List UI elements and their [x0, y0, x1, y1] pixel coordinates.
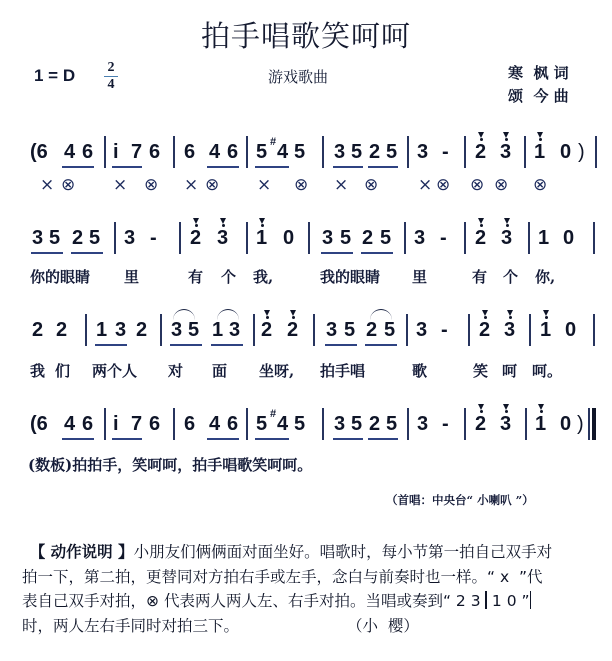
- note: i: [113, 141, 119, 163]
- note: 2: [479, 319, 491, 341]
- note: 5: [344, 319, 356, 341]
- lyric: 我: [30, 362, 46, 380]
- bar-line: [322, 136, 324, 168]
- note: 0: [560, 413, 572, 435]
- lyric: 拍手唱: [320, 362, 366, 380]
- lyric: 你,: [535, 268, 556, 286]
- clap-partner-icon: ⊗: [436, 175, 451, 195]
- note: 2: [287, 319, 299, 341]
- note: 1: [256, 227, 268, 249]
- composer-credit: 颂 今 曲: [508, 87, 569, 105]
- note: 2: [56, 319, 68, 341]
- note: 5: [256, 141, 268, 163]
- note: 3: [326, 319, 338, 341]
- note: -: [440, 227, 447, 249]
- lyric: 我,: [253, 268, 274, 286]
- note: 2: [475, 227, 487, 249]
- note: 5: [380, 227, 392, 249]
- underline: [112, 438, 142, 440]
- note: 5: [89, 227, 101, 249]
- clap-partner-icon: ⊗: [144, 175, 159, 195]
- underline: [207, 438, 239, 440]
- note: 3: [322, 227, 334, 249]
- score-line-4: [0, 408, 612, 474]
- note: 4: [64, 141, 76, 163]
- underline: [170, 344, 202, 346]
- lyric: 个: [221, 268, 237, 286]
- note: (6: [30, 413, 48, 435]
- note: 3: [416, 319, 428, 341]
- note: 3: [229, 319, 241, 341]
- clap-self-icon: ×: [40, 175, 55, 195]
- note: 5: [49, 227, 61, 249]
- clap-partner-icon: ⊗: [294, 175, 309, 195]
- instructions-line-2: 拍一下，第二拍，更替同对方拍右手或左手，念白与前奏时也一样。“ x ”代: [22, 567, 543, 586]
- lyric: 个: [503, 268, 519, 286]
- final-bar-line: [592, 408, 596, 440]
- note: 6: [227, 141, 239, 163]
- note: 7: [131, 413, 143, 435]
- note: 2: [32, 319, 44, 341]
- bar-line: [404, 222, 406, 254]
- instructions-label: 【 动作说明 】: [37, 543, 134, 561]
- note: 4: [209, 413, 221, 435]
- note: 2: [366, 319, 378, 341]
- lyric: 坐呀,: [259, 362, 295, 380]
- clap-self-icon: ×: [184, 175, 199, 195]
- meter-bottom: 4: [107, 77, 115, 92]
- note: 1: [212, 319, 224, 341]
- sharp-sign: #: [270, 136, 277, 148]
- bar-line: [173, 136, 175, 168]
- note: ): [578, 141, 585, 163]
- clap-self-icon: ×: [334, 175, 349, 195]
- bar-line: [406, 314, 408, 346]
- note: 1: [534, 141, 546, 163]
- note: 6: [227, 413, 239, 435]
- note: -: [442, 141, 449, 163]
- key-signature: 1 = D: [34, 66, 76, 85]
- bar-line: [593, 314, 595, 346]
- underline: [255, 166, 289, 168]
- note: 3: [414, 227, 426, 249]
- underline: [62, 438, 94, 440]
- bar-line: [407, 408, 409, 440]
- note: 6: [184, 141, 196, 163]
- note: 5: [351, 141, 363, 163]
- underline: [71, 252, 103, 254]
- clap-self-icon: ×: [113, 175, 128, 195]
- note: i: [113, 413, 119, 435]
- note: -: [150, 227, 157, 249]
- singer-credit: （首唱：中央台“ 小喇叭 ”）: [386, 493, 534, 507]
- bar-line: [524, 136, 526, 168]
- bar-line: [528, 222, 530, 254]
- bar-line: [530, 591, 532, 609]
- note: 5: [256, 413, 268, 435]
- sharp-sign: #: [270, 408, 277, 420]
- bar-line: [246, 222, 248, 254]
- instructions-text: 小朋友们俩俩面对面坐好。唱歌时，每小节第一拍自己双手对: [133, 543, 553, 561]
- lyric: 我的眼睛: [320, 268, 381, 286]
- bar-line: [246, 408, 248, 440]
- note: 1: [540, 319, 552, 341]
- lyric: 呵: [502, 362, 518, 380]
- bar-line: [464, 136, 466, 168]
- spoken-verse: (数板)拍拍手，笑呵呵，拍手唱歌笑呵呵。: [28, 456, 313, 474]
- bar-line: [464, 408, 466, 440]
- clap-partner-icon: ⊗: [146, 592, 160, 610]
- instructions-line-3: [22, 589, 597, 614]
- note: 2: [261, 319, 273, 341]
- clap-self-icon: ×: [418, 175, 433, 195]
- underline: [368, 166, 398, 168]
- meter-top: 2: [107, 60, 115, 75]
- note: 6: [82, 413, 94, 435]
- note: ): [577, 413, 584, 435]
- bar-line: [595, 136, 597, 168]
- lyric: 呵。: [532, 362, 563, 380]
- lyric: 面: [212, 362, 228, 380]
- score-line-1: [0, 136, 612, 195]
- note: -: [442, 413, 449, 435]
- score-line-2: [0, 226, 612, 286]
- clap-partner-icon: ⊗: [533, 175, 548, 195]
- clap-partner-icon: ⊗: [470, 175, 485, 195]
- note: 5: [384, 319, 396, 341]
- bar-line: [85, 314, 87, 346]
- underline: [211, 344, 243, 346]
- underline: [361, 252, 393, 254]
- credits: [508, 62, 569, 108]
- bar-line: [104, 136, 106, 168]
- bar-line: [253, 314, 255, 346]
- note: 3: [500, 413, 512, 435]
- bar-line: [313, 314, 315, 346]
- note: 5: [294, 141, 306, 163]
- bar-line: [529, 314, 531, 346]
- underline: [333, 166, 363, 168]
- note: 5: [294, 413, 306, 435]
- lyric: 里: [412, 268, 428, 286]
- note: 7: [131, 141, 143, 163]
- underline: [255, 438, 289, 440]
- genre-label: 游戏歌曲: [268, 68, 329, 86]
- instructions-author: （小 樱）: [347, 616, 419, 635]
- note: 5: [351, 413, 363, 435]
- lyric: 笑: [473, 362, 489, 380]
- underline: [321, 252, 353, 254]
- note: 6: [184, 413, 196, 435]
- note: 0: [560, 141, 572, 163]
- instructions-text: 时，两人左右手同时对拍三下。: [22, 616, 240, 635]
- note: 3: [217, 227, 229, 249]
- note: 2: [362, 227, 374, 249]
- time-signature: [104, 61, 118, 92]
- note: 0: [283, 227, 295, 249]
- lyric: 们: [55, 362, 71, 380]
- instructions-text: 1 0 ”: [486, 592, 530, 610]
- note: 1: [96, 319, 108, 341]
- note: 3: [334, 413, 346, 435]
- note: 3: [500, 141, 512, 163]
- bar-line: [593, 222, 595, 254]
- note: 6: [149, 141, 161, 163]
- note: -: [441, 319, 448, 341]
- lyric: 有: [472, 268, 488, 286]
- bar-line: [525, 408, 527, 440]
- clap-partner-icon: ⊗: [61, 175, 76, 195]
- note: 3: [417, 413, 429, 435]
- note: 2: [475, 413, 487, 435]
- note: 3: [32, 227, 44, 249]
- action-instructions: [22, 540, 597, 638]
- bar-line: [322, 408, 324, 440]
- bar-line: [468, 314, 470, 346]
- instructions-text: 代表两人两人左、右手对拍。当唱或奏到“ 2 3: [159, 592, 486, 610]
- instructions-line-4: [22, 614, 597, 639]
- note: 3: [417, 141, 429, 163]
- bar-line: [308, 222, 310, 254]
- note: 6: [82, 141, 94, 163]
- note: 2: [190, 227, 202, 249]
- underline: [207, 166, 239, 168]
- clap-partner-icon: ⊗: [494, 175, 509, 195]
- note: 3: [501, 227, 513, 249]
- note: 5: [386, 413, 398, 435]
- underline: [333, 438, 363, 440]
- note: 1: [535, 413, 547, 435]
- note: 3: [171, 319, 183, 341]
- bar-line: [588, 408, 590, 440]
- underline: [62, 166, 94, 168]
- note: 0: [565, 319, 577, 341]
- lyric: 你的眼睛: [30, 268, 91, 286]
- lyric: 里: [124, 268, 140, 286]
- note: 2: [369, 141, 381, 163]
- bar-line: [464, 222, 466, 254]
- bar-line: [160, 314, 162, 346]
- note: 2: [369, 413, 381, 435]
- note: 6: [149, 413, 161, 435]
- note: (6: [30, 141, 48, 163]
- bar-line: [179, 222, 181, 254]
- note: 0: [563, 227, 575, 249]
- bar-line: [114, 222, 116, 254]
- underline: [31, 252, 63, 254]
- song-title: 拍手唱歌笑呵呵: [200, 19, 411, 53]
- note: 4: [277, 141, 289, 163]
- bar-line: [407, 136, 409, 168]
- note: 3: [334, 141, 346, 163]
- bar-line: [246, 136, 248, 168]
- clap-self-icon: ×: [257, 175, 272, 195]
- lyric: 对: [168, 362, 184, 380]
- note: 2: [136, 319, 148, 341]
- lyric: 两个人: [92, 362, 138, 380]
- underline: [325, 344, 357, 346]
- bar-line: [104, 408, 106, 440]
- instructions-text: 表自己双手对拍，: [22, 592, 147, 610]
- underline: [112, 166, 142, 168]
- underline: [368, 438, 398, 440]
- lyricist-credit: 寒 枫 词: [508, 64, 569, 82]
- note: 3: [124, 227, 136, 249]
- note: 3: [115, 319, 127, 341]
- lyric: 歌: [412, 362, 428, 380]
- note: 2: [72, 227, 84, 249]
- note: 1: [538, 227, 550, 249]
- score-line-3: [0, 318, 612, 380]
- lyric: 有: [188, 268, 204, 286]
- note: 5: [386, 141, 398, 163]
- instructions-line-1: [22, 540, 597, 565]
- note: 5: [340, 227, 352, 249]
- note: 4: [277, 413, 289, 435]
- bar-line: [173, 408, 175, 440]
- underline: [95, 344, 127, 346]
- underline: [365, 344, 397, 346]
- note: 5: [188, 319, 200, 341]
- note: 4: [64, 413, 76, 435]
- note: 3: [504, 319, 516, 341]
- clap-partner-icon: ⊗: [364, 175, 379, 195]
- clap-partner-icon: ⊗: [205, 175, 220, 195]
- note: 2: [475, 141, 487, 163]
- note: 4: [209, 141, 221, 163]
